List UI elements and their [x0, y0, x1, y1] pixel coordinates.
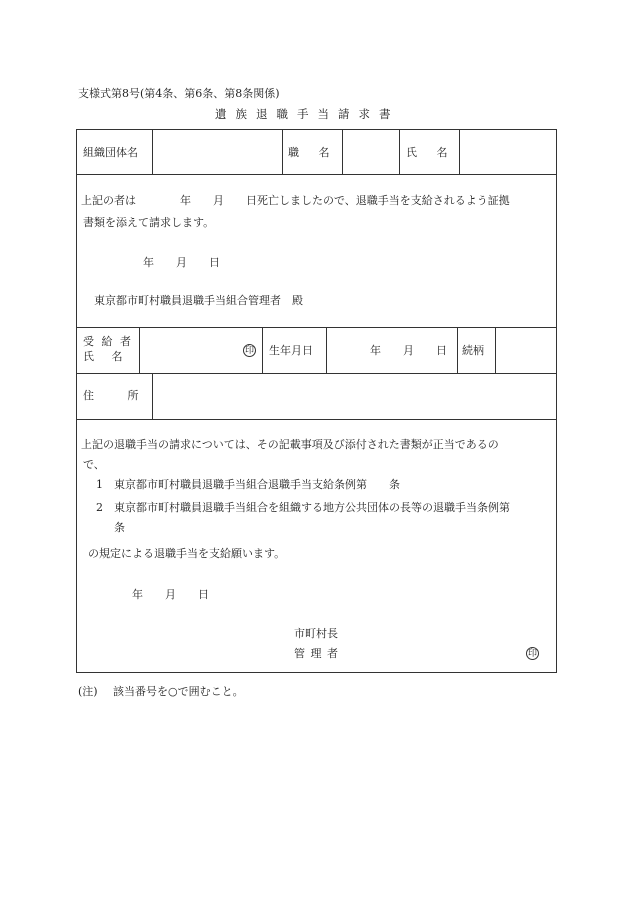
seal-mark-icon: 印: [244, 346, 254, 356]
certification-line2: で、: [83, 458, 105, 471]
certification-line1: 上記の退職手当の請求については、その記載事項及び添付された書類が正当であるの: [81, 438, 499, 451]
col-divider: [152, 373, 153, 419]
request-date: 年 月 日: [143, 256, 220, 269]
certification-date: 年 月 日: [132, 588, 209, 601]
birth-date-label: 生年月日: [269, 344, 313, 357]
name-label: 氏 名: [406, 146, 448, 159]
col-divider: [399, 130, 400, 174]
item2-text: 東京都市町村職員退職手当組合を組織する地方公共団体の長等の退職手当条例第: [114, 501, 510, 514]
note-text: 該当番号を○で囲むこと。: [113, 685, 244, 698]
birth-date-fields: 年 月 日: [370, 344, 447, 357]
form-title: 遺族退職手当請求書: [215, 107, 400, 121]
row-divider: [77, 327, 556, 328]
item2-number: 2: [96, 501, 103, 514]
relation-label: 続柄: [462, 344, 484, 357]
seal-mark-icon: 印: [527, 649, 537, 659]
col-divider: [282, 130, 283, 174]
col-divider: [139, 327, 140, 373]
col-divider: [326, 327, 327, 373]
col-divider: [342, 130, 343, 174]
note-prefix: (注): [78, 685, 98, 698]
item1-text: 東京都市町村職員退職手当組合退職手当支給条例第 条: [114, 478, 400, 491]
col-divider: [152, 130, 153, 174]
form-number: 支様式第8号(第4条、第6条、第8条関係): [78, 87, 280, 100]
col-divider: [262, 327, 263, 373]
address-label: 住 所: [83, 389, 139, 402]
org-name-label: 組織団体名: [83, 146, 138, 159]
request-text-line1: 上記の者は 年 月 日死亡しましたので、退職手当を支給されるよう証拠: [81, 194, 510, 207]
closing-text: の規定による退職手当を支給願います。: [88, 547, 286, 560]
request-text-line2: 書類を添えて請求します。: [83, 216, 215, 229]
mayor-label: 市町村長: [294, 627, 338, 640]
row-divider: [77, 174, 556, 175]
col-divider: [459, 130, 460, 174]
addressee: 東京都市町村職員退職手当組合管理者 殿: [94, 294, 303, 307]
item1-number: 1: [96, 478, 103, 491]
item2-continuation: 条: [114, 521, 125, 534]
col-divider: [457, 327, 458, 373]
row-divider: [77, 373, 556, 374]
post-label: 職 名: [288, 146, 330, 159]
row-divider: [77, 419, 556, 420]
request-form: [76, 129, 557, 673]
recipient-label-bottom: 氏 名: [83, 350, 123, 363]
manager-label: 管 理 者: [294, 647, 338, 660]
recipient-label-top: 受 給 者: [83, 335, 133, 348]
col-divider: [495, 327, 496, 373]
